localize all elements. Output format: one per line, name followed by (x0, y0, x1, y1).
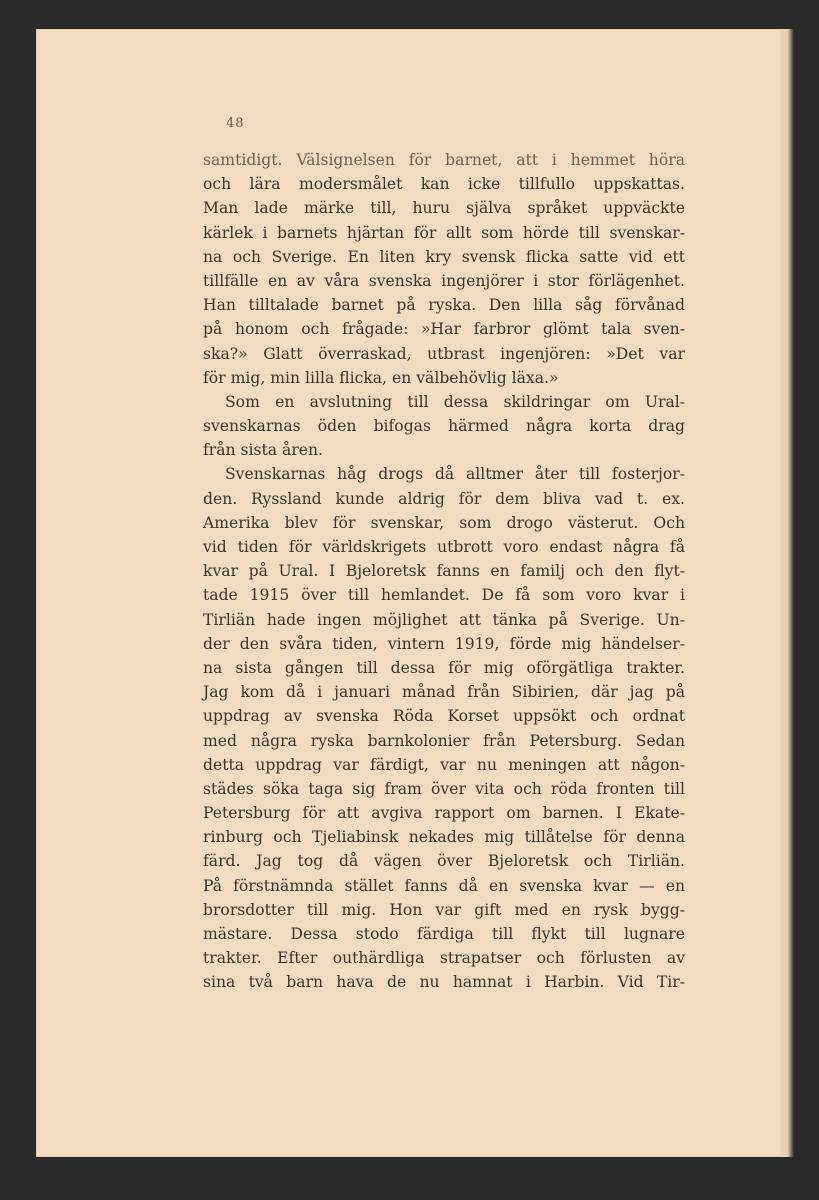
text-line: mästare. Dessa stodo färdiga till flykt till lugnare (203, 925, 685, 943)
text-line: trakter. Efter outhärdliga strapatser och förlusten av (203, 949, 685, 968)
text-line: uppdrag av svenska Röda Korset uppsökt och ordnat (203, 707, 685, 726)
page-number: 48 (226, 116, 245, 131)
text-line: na sista gången till dessa för mig oförgätliga trakter. (203, 658, 685, 677)
text-line: Han tilltalade barnet på ryska. Den lilla såg förvånad (203, 296, 685, 315)
text-line: städes söka taga sig fram över vita och röda fronten till (203, 779, 685, 798)
text-line: brorsdotter till mig. Hon var gift med en rysk bygg- (203, 900, 685, 919)
text-line: Man lade märke till, huru själva språket uppväckte (203, 199, 685, 218)
text-line: sina två barn hava de nu hamnat i Harbin. Vid Tir- (203, 973, 685, 992)
body-text (203, 148, 685, 995)
text-line: kärlek i barnets hjärtan för allt som hörde till svenskar- (203, 223, 685, 242)
text-line: färd. Jag tog då vägen över Bjeloretsk och Tirliän. (203, 852, 685, 871)
text-line: den. Ryssland kunde aldrig för dem bliva vad t. ex. (203, 489, 685, 508)
text-line: der den svåra tiden, vintern 1919, förde mig händelser- (203, 634, 685, 653)
text-line: rinburg och Tjeliabinsk nekades mig tillåtelse för denna (203, 828, 685, 847)
text-line: tillfälle en av våra svenska ingenjörer i stor förlägenhet. (203, 271, 685, 290)
text-line: ska?» Glatt överraskad, utbrast ingenjören: »Det var (203, 344, 685, 363)
text-line: på honom och frågade: »Har farbror glömt tala sven- (203, 320, 685, 339)
page-edge (780, 29, 794, 1157)
text-line: från sista åren. (203, 441, 324, 460)
text-line: vid tiden för världskrigets utbrott voro endast några få (203, 538, 685, 556)
text-line: kvar på Ural. I Bjeloretsk fanns en familj och den flyt- (203, 562, 685, 581)
text-line: Petersburg för att avgiva rapport om barnen. I Ekate- (203, 804, 685, 823)
text-line: På förstnämnda stället fanns då en svenska kvar — en (203, 876, 685, 895)
text-line: Jag kom då i januari månad från Sibirien, där jag på (203, 683, 685, 702)
text-line: svenskarnas öden bifogas härmed några korta drag (203, 417, 685, 436)
text-line: Svenskarnas håg drogs då alltmer åter till fosterjor- (225, 465, 685, 484)
text-line: och lära modersmålet kan icke tillfullo uppskattas. (203, 175, 685, 194)
text-line: Amerika blev för svenskar, som drogo västerut. Och (203, 513, 685, 532)
text-line: med några ryska barnkolonier från Petersburg. Sedan (203, 731, 685, 750)
text-line: Tirliän hade ingen möjlighet att tänka på Sverige. Un- (203, 610, 685, 629)
text-line: na och Sverige. En liten kry svensk flicka satte vid ett (203, 247, 685, 266)
text-line: Som en avslutning till dessa skildringar om Ural- (225, 392, 685, 411)
text-line: för mig, min lilla flicka, en välbehövlig läxa.» (203, 368, 559, 387)
text-line: detta uppdrag var färdigt, var nu meningen att någon- (203, 755, 685, 774)
text-line: samtidigt. Välsignelsen för barnet, att i hemmet höra (203, 151, 685, 169)
text-line: tade 1915 över till hemlandet. De få som voro kvar i (203, 586, 685, 605)
